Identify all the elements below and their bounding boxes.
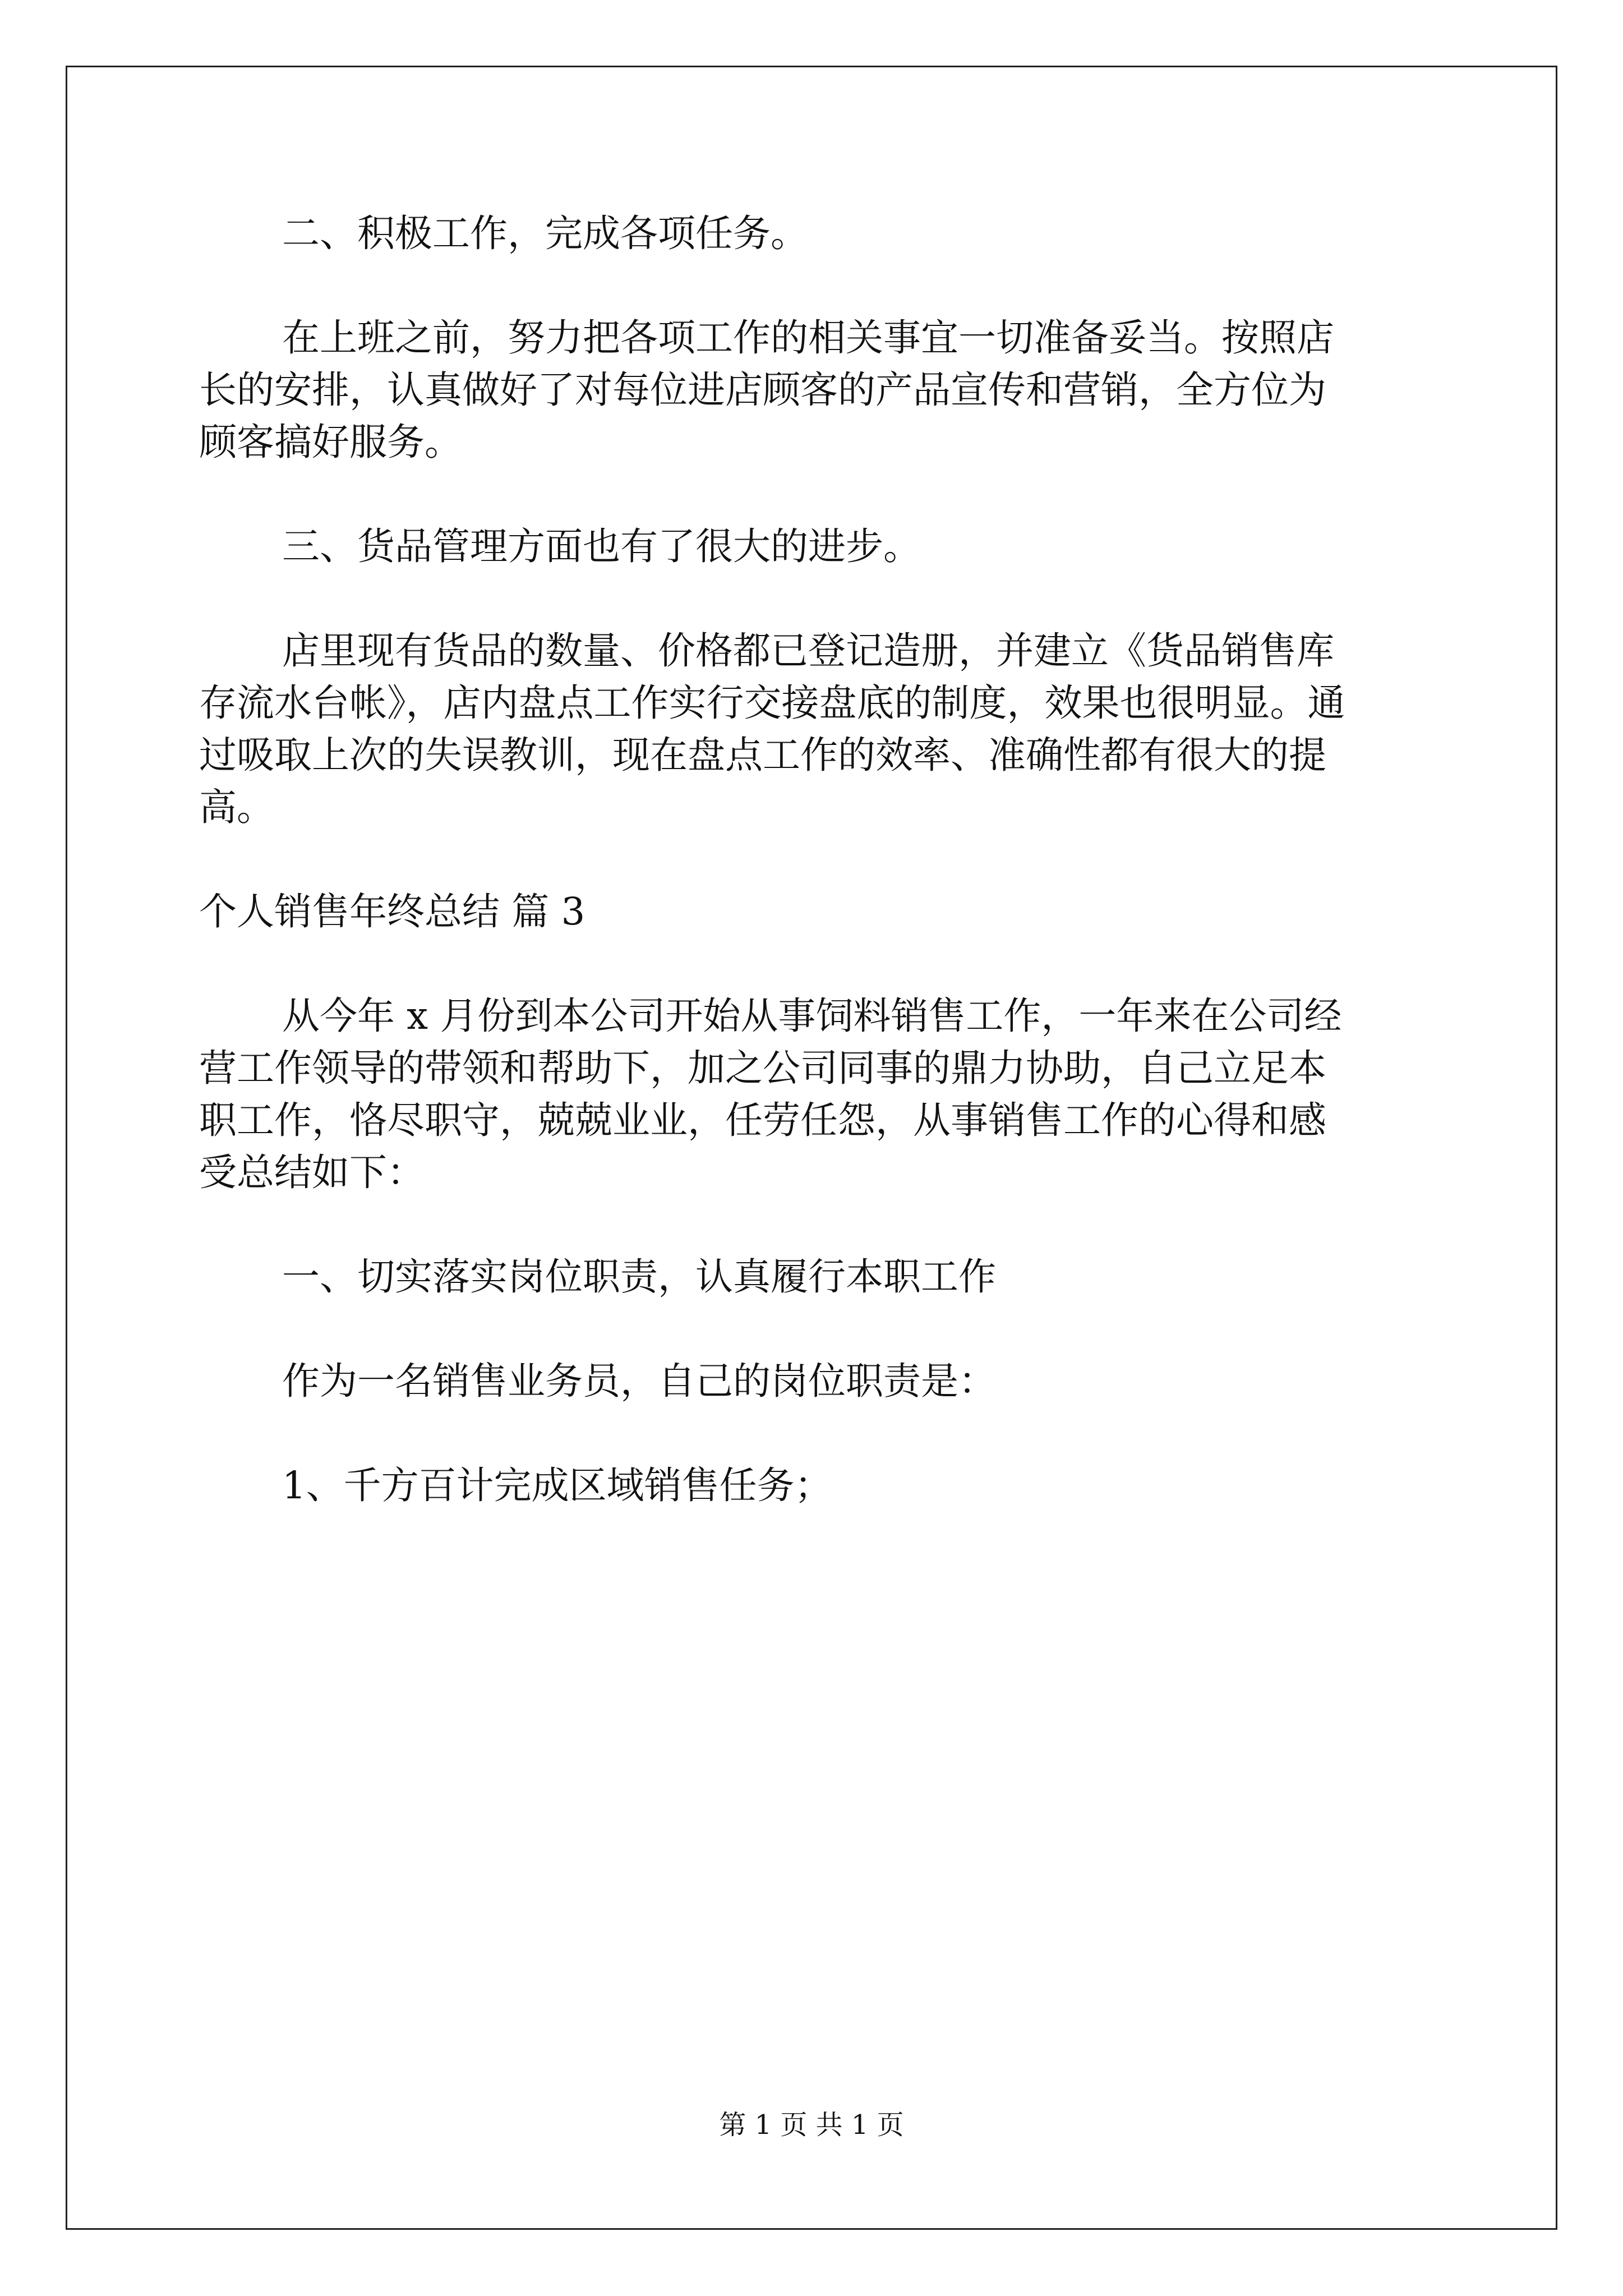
page-footer: 第 1 页 共 1 页 [719, 2109, 904, 2141]
text-line: 受总结如下： [199, 1151, 425, 1194]
paragraph [199, 1251, 1427, 1303]
text-line: 营工作领导的带领和帮助下，加之公司同事的鼎力协助，自己立足本 [199, 1046, 1326, 1090]
text-line: 一、切实落实岗位职责，认真履行本职工作 [282, 1255, 996, 1299]
text-line: 在上班之前，努力把各项工作的相关事宜一切准备妥当。按照店 [282, 316, 1334, 360]
paragraph [199, 208, 1427, 260]
section-heading [199, 886, 1427, 938]
text-line: 从今年 x 月份到本公司开始从事饲料销售工作，一年来在公司经 [282, 994, 1342, 1038]
text-line: 店里现有货品的数量、价格都已登记造册，并建立《货品销售库 [282, 629, 1334, 673]
text-line: 1、千方百计完成区域销售任务； [282, 1464, 832, 1507]
text-line: 顾客搞好服务。 [199, 420, 462, 464]
paragraph [199, 312, 1427, 468]
text-line: 高。 [199, 785, 274, 829]
text-line: 作为一名销售业务员，自己的岗位职责是： [282, 1359, 996, 1403]
paragraph [199, 1355, 1427, 1407]
text-line: 存流水台帐》，店内盘点工作实行交接盘底的制度，效果也很明显。通 [199, 681, 1345, 725]
text-line: 二、积极工作，完成各项任务。 [282, 211, 808, 255]
paragraph [199, 625, 1427, 834]
text-line: 三、货品管理方面也有了很大的进步。 [282, 524, 921, 568]
text-line: 个人销售年终总结 篇 3 [199, 890, 585, 933]
paragraph [199, 1460, 1427, 1512]
text-line: 职工作，恪尽职守，兢兢业业，任劳任怨，从事销售工作的心得和感 [199, 1098, 1326, 1142]
text-line: 过吸取上次的失误教训，现在盘点工作的效率、准确性都有很大的提 [199, 733, 1326, 777]
paragraph [199, 521, 1427, 573]
document-body [199, 208, 1427, 1564]
text-line: 长的安排，认真做好了对每位进店顾客的产品宣传和营销，全方位为 [199, 368, 1326, 412]
paragraph [199, 990, 1427, 1199]
